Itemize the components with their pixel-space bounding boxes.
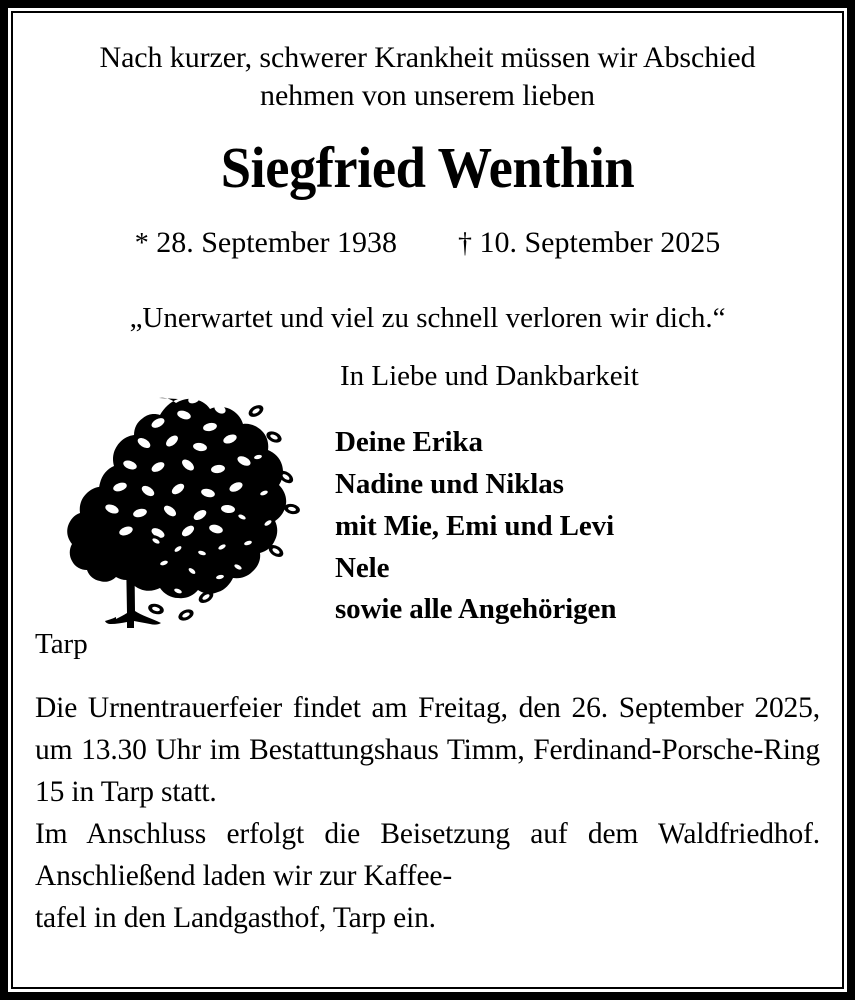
- family-member: Deine Erika: [335, 426, 483, 459]
- birth-date: 28. September 1938: [156, 225, 397, 259]
- intro-line-1: Nach kurzer, schwerer Krankheit müssen wir Abschied: [99, 41, 756, 74]
- life-dates: [35, 225, 820, 261]
- funeral-arrangements: [35, 688, 820, 939]
- place-name: Tarp: [35, 628, 88, 661]
- family-member: Nele: [335, 551, 390, 584]
- dedication-column: [335, 359, 820, 631]
- family-member: sowie alle Angehörigen: [335, 593, 617, 626]
- arrangements-paragraph-2: Im Anschluss erfolgt die Beisetzung auf dem Waldfriedhof. Anschließend laden wir zur Kaffee-: [35, 817, 820, 892]
- intro-text: [35, 39, 820, 116]
- notice-content: [11, 11, 844, 989]
- intro-line-2: nehmen von unserem lieben: [260, 79, 595, 113]
- family-member: Nadine und Niklas: [335, 468, 564, 501]
- arrangements-paragraph-2-last-line: tafel in den Landgasthof, Tarp ein.: [35, 901, 436, 934]
- tree-illustration-column: [35, 359, 335, 633]
- tree-with-falling-leaves-icon: [60, 381, 310, 633]
- birth-symbol: *: [134, 227, 149, 259]
- notice-border-gap: [8, 8, 847, 992]
- deceased-name: Siegfried Wenthin: [220, 134, 635, 200]
- dedication-heading: In Liebe und Dankbarkeit: [340, 360, 639, 393]
- family-list: [335, 422, 820, 631]
- arrangements-paragraph-1: Die Urnentrauerfeier findet am Freitag, den 26. September 2025, um 13.30 Uhr im Bestattungshaus Timm, Ferdinand-Porsche-Ring 15 in Tarp statt.: [35, 692, 820, 809]
- illustration-and-dedication-row: [35, 359, 820, 633]
- family-member: mit Mie, Emi und Levi: [335, 509, 615, 542]
- death-date: 10. September 2025: [479, 225, 721, 259]
- memorial-quote: „Unerwartet und viel zu schnell verloren wir dich.“: [129, 301, 726, 334]
- death-symbol: †: [458, 227, 472, 259]
